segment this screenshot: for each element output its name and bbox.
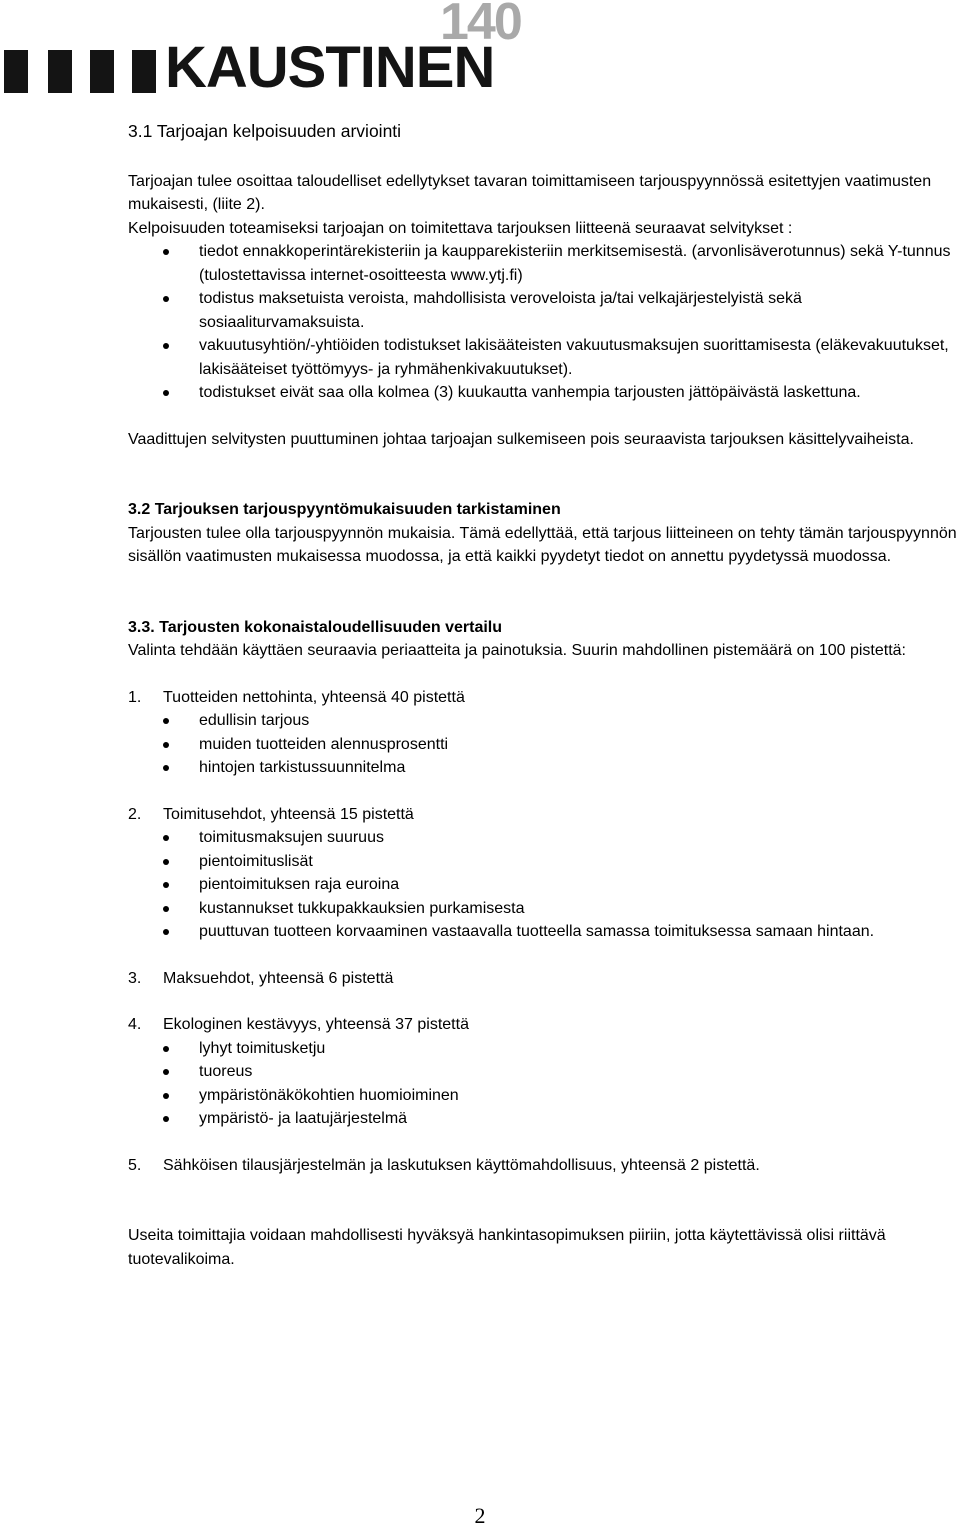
list-item: tiedot ennakkoperintärekisteriin ja kaupparekisteriin merkitsemisestä. (arvonlisäverotunnus) sekä Y-tunnus (tulostettavissa internet-osoitteesta www.ytj.fi)	[128, 240, 960, 287]
logo-wordmark: KAUSTINEN	[165, 35, 495, 100]
list-item: edullisin tarjous	[128, 709, 960, 733]
logo-bar	[48, 50, 72, 93]
criterion-number: 5.	[128, 1156, 142, 1174]
list-item: puuttuvan tuotteen korvaaminen vastaavalla tuotteella samassa toimituksessa samaan hintaan.	[128, 920, 960, 944]
list-item: kustannukset tukkupakkauksien purkamisesta	[128, 897, 960, 921]
closing-paragraph: Useita toimittajia voidaan mahdollisesti hyväksyä hankintasopimuksen piiriin, jotta käytettävissä olisi riittävä tuotevalikoima.	[128, 1227, 886, 1268]
list-item: lyhyt toimitusketju	[128, 1037, 960, 1061]
section-3-1-paragraph: Kelpoisuuden toteamiseksi tarjoajan on toimitettava tarjouksen liitteenä seuraavat selvitykset :	[128, 219, 793, 237]
section-3-2-paragraph: Tarjousten tulee olla tarjouspyynnön mukaisia. Tämä edellyttää, että tarjous liitteineen on tehty tämän tarjouspyynnön sisällön vaatimusten mukaisessa muodossa, ja että kaikki pyydetyt tiedot on annettu pyydetyssä muodossa.	[128, 524, 957, 565]
list-item: todistukset eivät saa olla kolmea (3) kuukautta vanhempia tarjousten jättöpäivästä laskettuna.	[128, 381, 960, 405]
criterion-item	[128, 967, 960, 991]
criterion-item	[128, 1154, 960, 1178]
section-3-3-heading: 3.3. Tarjousten kokonaistaloudellisuuden vertailu	[128, 618, 503, 636]
section-3-1-heading: 3.1 Tarjoajan kelpoisuuden arviointi	[128, 121, 402, 141]
list-item: ympäristö- ja laatujärjestelmä	[128, 1107, 960, 1131]
section-3-3-paragraph: Valinta tehdään käyttäen seuraavia periaatteita ja painotuksia. Suurin mahdollinen pistemäärä on 100 pistettä:	[128, 642, 906, 659]
criterion-sublist	[128, 1037, 960, 1131]
logo-anniversary: 140	[440, 0, 521, 51]
criterion-sublist	[128, 826, 960, 944]
list-item: hintojen tarkistussuunnitelma	[128, 756, 960, 780]
requirements-list	[128, 240, 960, 405]
criterion-item	[128, 803, 960, 827]
section-3-2-heading: 3.2 Tarjouksen tarjouspyyntömukaisuuden tarkistaminen	[128, 501, 561, 518]
list-item: tuoreus	[128, 1060, 960, 1084]
kaustinen-logo	[0, 0, 560, 100]
criterion-label: Toimitusehdot, yhteensä 15 pistettä	[163, 805, 414, 823]
list-item: pientoimituslisät	[128, 850, 960, 874]
criterion-label: Sähköisen tilausjärjestelmän ja laskutuksen käyttömahdollisuus, yhteensä 2 pistettä.	[163, 1156, 760, 1174]
criterion-label: Maksuehdot, yhteensä 6 pistettä	[163, 969, 394, 987]
list-item: muiden tuotteiden alennusprosentti	[128, 733, 960, 757]
logo-bar	[132, 50, 156, 93]
criterion-number: 3.	[128, 969, 142, 987]
criterion-number: 4.	[128, 1016, 142, 1033]
list-item: ympäristönäkökohtien huomioiminen	[128, 1084, 960, 1108]
section-3-1-paragraph: Tarjoajan tulee osoittaa taloudelliset edellytykset tavaran toimittamiseen tarjouspyynnössä esitettyjen vaatimusten mukaisesti, (liite 2).	[128, 172, 932, 213]
section-3-1-paragraph: Vaadittujen selvitysten puuttuminen johtaa tarjoajan sulkemiseen pois seuraavista tarjouksen käsittelyvaiheista.	[128, 430, 914, 448]
logo-bar	[4, 50, 28, 93]
page-number: 2	[474, 1503, 486, 1528]
criterion-item	[128, 1013, 960, 1037]
list-item: toimitusmaksujen suuruus	[128, 826, 960, 850]
criterion-number: 1.	[128, 688, 142, 706]
criterion-label: Ekologinen kestävyys, yhteensä 37 pistettä	[163, 1016, 469, 1033]
list-item: pientoimituksen raja euroina	[128, 873, 960, 897]
criterion-sublist	[128, 709, 960, 780]
document-body	[128, 120, 960, 1271]
logo-bar	[90, 50, 114, 93]
criterion-label: Tuotteiden nettohinta, yhteensä 40 pistettä	[163, 688, 465, 706]
list-item: vakuutusyhtiön/-yhtiöiden todistukset lakisääteisten vakuutusmaksujen suorittamisesta (eläkevakuutukset, lakisääteiset työttömyys- ja ryhmähenkivakuutukset).	[128, 334, 960, 381]
criterion-number: 2.	[128, 805, 142, 823]
criterion-item	[128, 686, 960, 710]
list-item: todistus maksetuista veroista, mahdollisista veroveloista ja/tai velkajärjestelyistä sekä sosiaaliturvamaksuista.	[128, 287, 960, 334]
